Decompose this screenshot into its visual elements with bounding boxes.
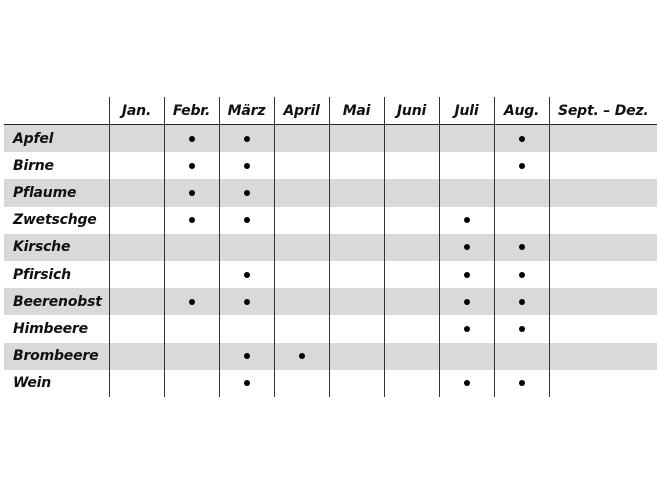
month-header-feb: Febr. <box>164 97 219 125</box>
month-cell <box>384 234 439 261</box>
mark-dot-icon <box>189 299 195 305</box>
month-cell <box>164 234 219 261</box>
month-cell <box>164 315 219 342</box>
fruit-name: Brombeere <box>4 343 109 370</box>
month-cell <box>109 288 164 315</box>
month-cell <box>494 315 549 342</box>
month-cell <box>164 179 219 206</box>
fruit-name: Zwetschge <box>13 212 97 229</box>
month-cell <box>329 207 384 234</box>
month-cell <box>494 370 549 397</box>
month-cell <box>109 343 164 370</box>
month-cell <box>274 152 329 179</box>
month-cell <box>329 288 384 315</box>
mark-dot-icon <box>519 163 525 169</box>
month-cell <box>384 370 439 397</box>
table-row <box>4 207 657 234</box>
mark-dot-icon <box>464 272 470 278</box>
mark-dot-icon <box>519 326 525 332</box>
month-cell <box>274 125 329 153</box>
fruit-name: Apfel <box>4 125 109 153</box>
month-cell <box>274 288 329 315</box>
month-cell <box>384 179 439 206</box>
month-cell <box>439 261 494 288</box>
month-cell <box>164 343 219 370</box>
month-cell <box>494 343 549 370</box>
month-cell <box>439 125 494 153</box>
month-cell <box>439 288 494 315</box>
month-header-jul: Juli <box>439 97 494 125</box>
month-cell <box>274 207 329 234</box>
month-cell <box>274 179 329 206</box>
header-row <box>4 97 657 125</box>
month-cell <box>549 125 657 153</box>
mark-dot-icon <box>244 190 250 196</box>
month-header-aug: Aug. <box>494 97 549 125</box>
month-cell <box>109 152 164 179</box>
month-cell <box>164 152 219 179</box>
month-cell <box>439 315 494 342</box>
month-cell <box>494 152 549 179</box>
month-cell <box>439 234 494 261</box>
table-row <box>4 179 657 206</box>
table-row <box>4 261 657 288</box>
mark-dot-icon <box>519 380 525 386</box>
month-cell <box>219 370 274 397</box>
month-cell <box>109 315 164 342</box>
month-header-may: Mai <box>329 97 384 125</box>
mark-dot-icon <box>464 380 470 386</box>
mark-dot-icon <box>189 217 195 223</box>
month-cell <box>384 207 439 234</box>
month-cell <box>219 207 274 234</box>
table-row <box>4 288 657 315</box>
month-cell <box>109 261 164 288</box>
month-cell <box>494 179 549 206</box>
month-cell <box>164 288 219 315</box>
month-cell <box>549 207 657 234</box>
month-header-sep-dec: Sept. – Dez. <box>549 97 657 125</box>
mark-dot-icon <box>244 136 250 142</box>
month-cell <box>274 234 329 261</box>
fruit-name: Himbeere <box>13 320 88 337</box>
month-cell <box>274 370 329 397</box>
pruning-schedule-table <box>4 97 657 397</box>
month-cell <box>439 343 494 370</box>
month-header-jan: Jan. <box>109 97 164 125</box>
table-row <box>4 152 657 179</box>
month-header-mar: März <box>219 97 274 125</box>
fruit-name: Pflaume <box>4 179 109 206</box>
table-row <box>4 234 657 261</box>
month-cell <box>439 152 494 179</box>
month-cell <box>549 234 657 261</box>
month-cell <box>164 370 219 397</box>
table-body <box>4 125 657 397</box>
fruit-name: Beerenobst <box>4 288 109 315</box>
month-cell <box>439 207 494 234</box>
month-cell <box>549 179 657 206</box>
month-cell <box>109 125 164 153</box>
month-cell <box>219 179 274 206</box>
fruit-name: Kirsche <box>4 234 109 261</box>
month-cell <box>494 288 549 315</box>
month-cell <box>549 343 657 370</box>
mark-dot-icon <box>519 136 525 142</box>
month-cell <box>329 152 384 179</box>
month-cell <box>219 343 274 370</box>
mark-dot-icon <box>464 299 470 305</box>
mark-dot-icon <box>244 272 250 278</box>
month-cell <box>494 234 549 261</box>
month-cell <box>384 315 439 342</box>
mark-dot-icon <box>244 299 250 305</box>
mark-dot-icon <box>299 353 305 359</box>
month-cell <box>109 179 164 206</box>
month-cell <box>329 315 384 342</box>
month-cell <box>219 152 274 179</box>
mark-dot-icon <box>244 163 250 169</box>
month-cell <box>219 288 274 315</box>
month-cell <box>384 125 439 153</box>
table-row <box>4 370 657 397</box>
month-cell <box>549 152 657 179</box>
month-cell <box>219 315 274 342</box>
mark-dot-icon <box>519 299 525 305</box>
month-cell <box>549 288 657 315</box>
header-corner <box>4 97 109 125</box>
month-cell <box>164 261 219 288</box>
month-header-apr: April <box>274 97 329 125</box>
month-cell <box>109 234 164 261</box>
month-cell <box>329 343 384 370</box>
mark-dot-icon <box>189 163 195 169</box>
month-cell <box>439 370 494 397</box>
month-cell <box>274 315 329 342</box>
mark-dot-icon <box>464 217 470 223</box>
fruit-name: Wein <box>13 375 52 392</box>
month-cell <box>494 261 549 288</box>
month-cell <box>329 125 384 153</box>
month-cell <box>384 261 439 288</box>
mark-dot-icon <box>244 217 250 223</box>
table-row <box>4 125 657 153</box>
fruit-name: Birne <box>13 157 54 174</box>
month-cell <box>329 234 384 261</box>
table-row <box>4 343 657 370</box>
month-cell <box>219 261 274 288</box>
mark-dot-icon <box>189 136 195 142</box>
month-cell <box>549 261 657 288</box>
month-cell <box>439 179 494 206</box>
month-cell <box>164 125 219 153</box>
month-cell <box>384 343 439 370</box>
mark-dot-icon <box>244 380 250 386</box>
mark-dot-icon <box>519 272 525 278</box>
month-header-jun: Juni <box>384 97 439 125</box>
mark-dot-icon <box>464 244 470 250</box>
fruit-name: Pfirsich <box>13 266 71 283</box>
month-cell <box>329 370 384 397</box>
mark-dot-icon <box>189 190 195 196</box>
month-cell <box>219 234 274 261</box>
month-cell <box>219 125 274 153</box>
mark-dot-icon <box>244 353 250 359</box>
month-cell <box>494 125 549 153</box>
month-cell <box>164 207 219 234</box>
month-cell <box>274 261 329 288</box>
month-cell <box>329 179 384 206</box>
table-row <box>4 315 657 342</box>
month-cell <box>109 207 164 234</box>
month-cell <box>109 370 164 397</box>
month-cell <box>384 288 439 315</box>
month-cell <box>384 152 439 179</box>
month-cell <box>494 207 549 234</box>
month-cell <box>549 370 657 397</box>
month-cell <box>274 343 329 370</box>
month-cell <box>329 261 384 288</box>
mark-dot-icon <box>519 244 525 250</box>
mark-dot-icon <box>464 326 470 332</box>
month-cell <box>549 315 657 342</box>
